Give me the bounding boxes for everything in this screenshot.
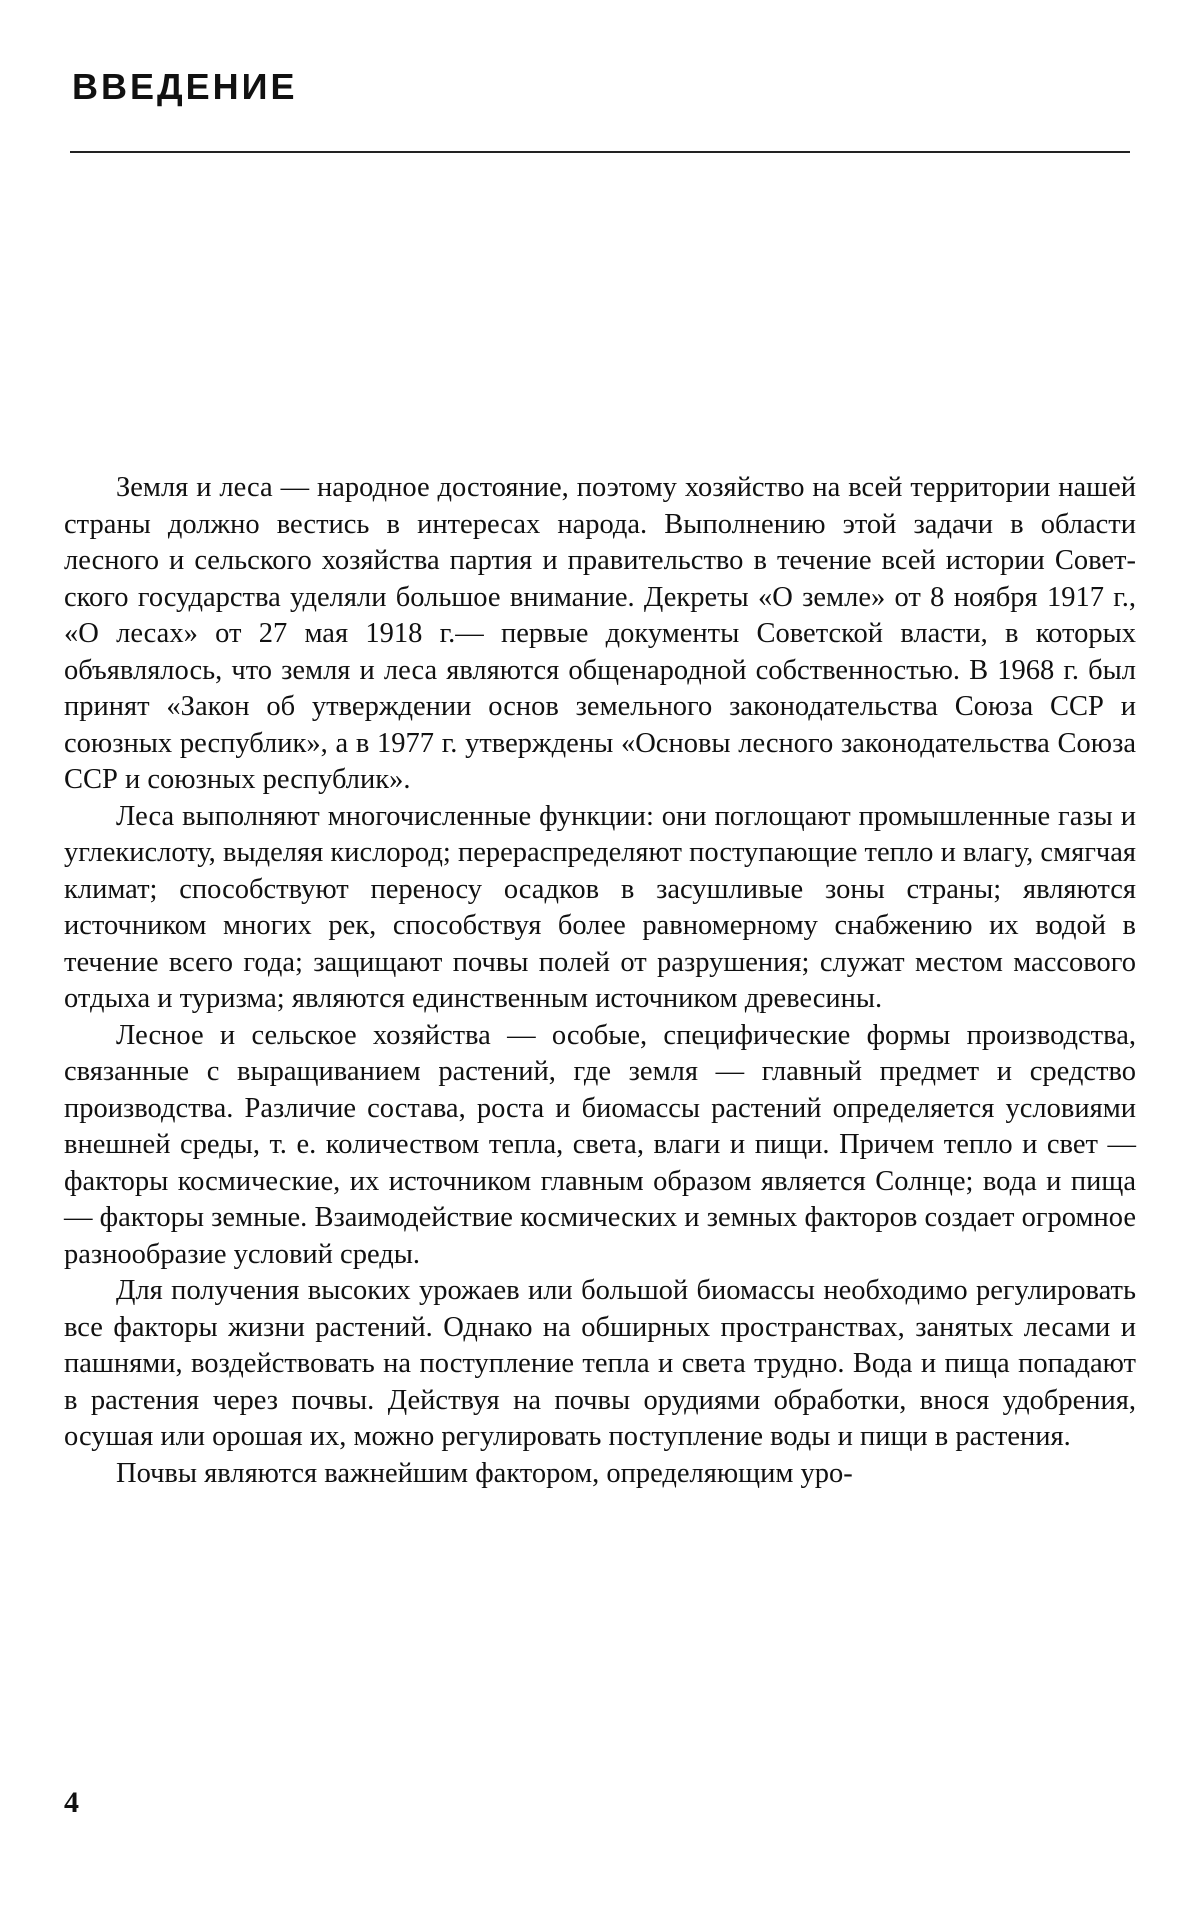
heading-rule [70,151,1130,153]
paragraph-2: Леса выполняют многочисленные функции: они поглощают промышленные газы и углекислоту, выделяя кислород; перераспределяют поступающие тепло и влагу, смягчая климат; способствуют переносу осадков в засушливые зоны страны; являются источником многих рек, способствуя более равномерному снабжению их водой в течение всего года; защищают почвы полей от разрушения; служат местом массового отдыха и туризма; являются единственным источником древесины. [64,800,1136,1014]
paragraph-4: Для получения высоких урожаев или большой биомассы необходимо регулировать все факторы жизни растений. Однако на обширных пространствах, занятых лесами и пашнями, воздействовать на поступление тепла и света трудно. Вода и пища попадают в растения через почвы. Действуя на почвы орудиями обработки, внося удобрения, осушая или орошая их, можно регулировать поступление воды и пищи в растения. [64,1275,1136,1452]
paragraph-5: Почвы являются важнейшим фактором, определяющим уро- [116,1457,853,1489]
body-text [64,470,1136,1492]
paragraph-3: Лесное и сельское хозяйства — особые, специфические формы производства, связанные с выращиванием растений, где земля — главный предмет и средство производства. Различие состава, роста и биомассы растений определяется условиями внешней среды, т. е. количеством тепла, света, влаги и пищи. Причем тепло и свет — факторы космические, их источником главным образом является Солнце; вода и пища — факторы земные. Взаимодействие космических и земных факторов создает огромное разнообразие условий среды. [64,1019,1136,1270]
paragraph-1: Земля и леса — народное достояние, поэтому хозяйство на всей территории нашей страны должно вестись в интересах народа. Выполнению этой задачи в области лесного и сельского хозяйства партия и правительство в течение всей истории Советского государства уделяли большое внимание. Декреты «О земле» от 8 ноября 1917 г., «О лесах» от 27 мая 1918 г.— первые документы Советской власти, в которых объявлялось, что земля и леса являются общенародной собственностью. В 1968 г. был принят «Закон об утверждении основ земельного законодательства Союза ССР и союзных республик», а в 1977 г. утверждены «Основы лесного законодательства Союза ССР и союзных республик». [64,472,1136,795]
page-number: 4 [64,1786,79,1819]
chapter-heading: ВВЕДЕНИЕ [72,66,298,107]
